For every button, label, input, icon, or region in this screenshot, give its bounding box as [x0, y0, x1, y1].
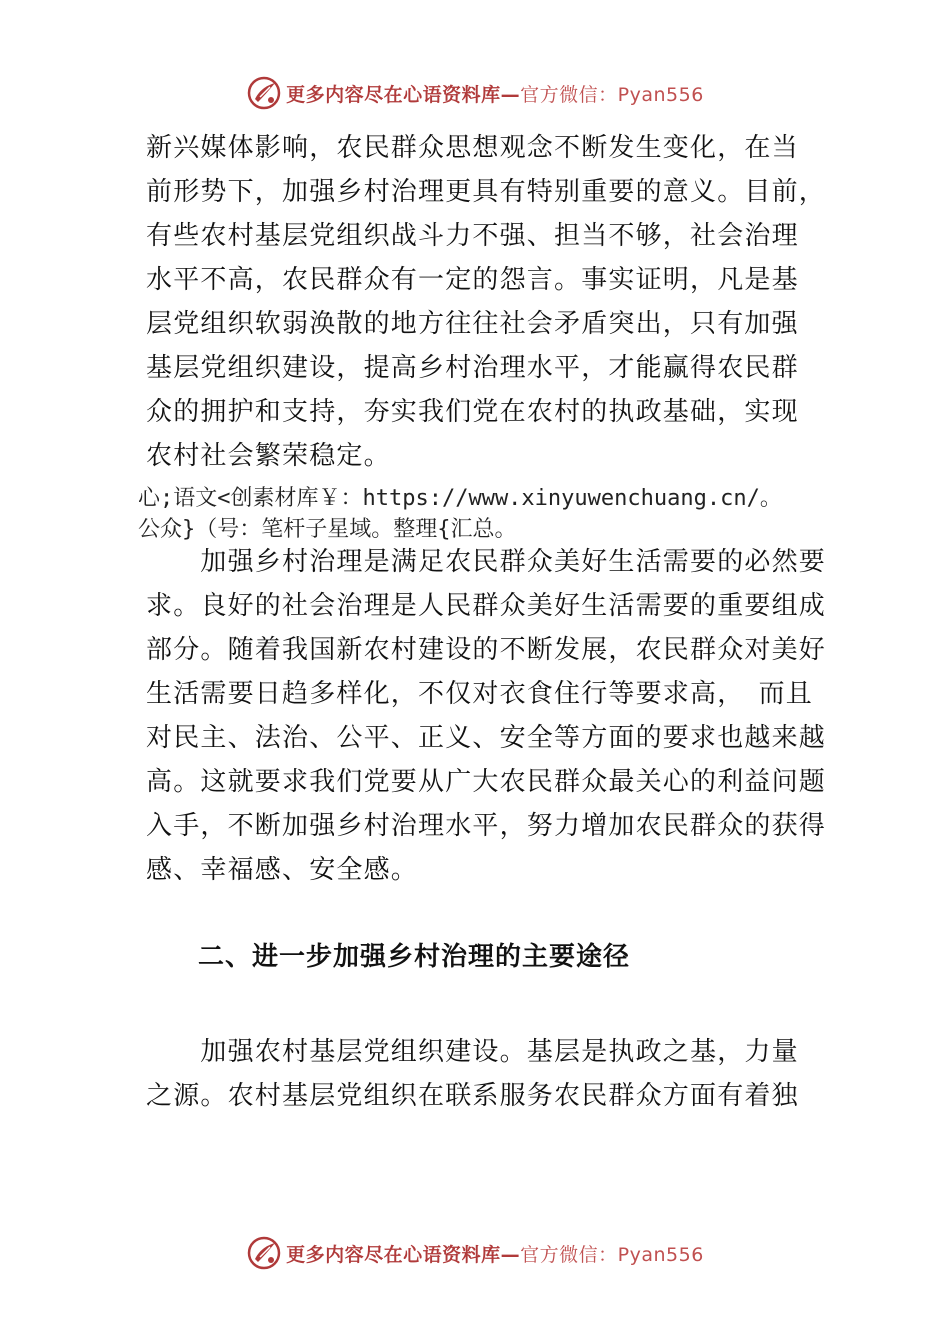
text-line: 之源。农村基层党组织在联系服务农民群众方面有着独	[146, 1081, 799, 1111]
logo-icon	[246, 75, 282, 111]
text-line: 对民主、法治、公平、正义、安全等方面的要求也越来越	[146, 723, 827, 753]
logo-icon	[246, 1235, 282, 1271]
watermark-line-2: 公众}（号：笔杆子星域。整理{汇总。	[138, 517, 517, 542]
footer-banner-text	[286, 1240, 704, 1267]
section-heading: 二、进一步加强乡村治理的主要途径	[198, 942, 631, 972]
text-line: 水平不高，农民群众有一定的怨言。事实证明，凡是基	[146, 265, 799, 295]
paragraph-3	[146, 1030, 826, 1118]
text-line: 求。良好的社会治理是人民群众美好生活需要的重要组成	[146, 591, 827, 621]
text-line: 基层党组织建设，提高乡村治理水平，才能赢得农民群	[146, 353, 799, 383]
text-line: 感、幸福感、安全感。	[146, 855, 419, 885]
text-line: 加强农村基层党组织建设。基层是执政之基，力量	[146, 1037, 799, 1067]
text-line: 入手，不断加强乡村治理水平，努力增加农民群众的获得	[146, 811, 827, 841]
text-line: 生活需要日趋多样化，不仅对衣食住行等要求高， 而且	[146, 679, 814, 709]
header-banner-main: 更多内容尽在心语资料库—	[286, 83, 521, 106]
text-line: 加强乡村治理是满足农民群众美好生活需要的必然要	[146, 547, 827, 577]
text-line: 农村社会繁荣稳定。	[146, 441, 391, 471]
footer-banner	[0, 1233, 950, 1273]
paragraph-1	[146, 126, 826, 478]
header-banner-text	[286, 80, 704, 107]
paragraph-2	[146, 540, 826, 892]
text-line: 新兴媒体影响，农民群众思想观念不断发生变化，在当	[146, 133, 799, 163]
header-banner	[0, 73, 950, 113]
text-line: 有些农村基层党组织战斗力不强、担当不够，社会治理	[146, 221, 799, 251]
footer-banner-main: 更多内容尽在心语资料库—	[286, 1243, 521, 1266]
footer-banner-wechat: 官方微信：Pyan556	[520, 1243, 704, 1266]
header-banner-wechat: 官方微信：Pyan556	[520, 83, 704, 106]
text-line: 部分。随着我国新农村建设的不断发展，农民群众对美好	[146, 635, 827, 665]
watermark-text	[138, 483, 868, 545]
watermark-line-1: 心;语文<创素材库￥：https://www.xinyuwenchuang.cn/。	[138, 486, 782, 511]
text-line: 高。这就要求我们党要从广大农民群众最关心的利益问题	[146, 767, 827, 797]
text-line: 前形势下，加强乡村治理更具有特别重要的意义。目前，	[146, 177, 827, 207]
text-line: 层党组织软弱涣散的地方往往社会矛盾突出，只有加强	[146, 309, 799, 339]
text-line: 众的拥护和支持，夯实我们党在农村的执政基础，实现	[146, 397, 799, 427]
